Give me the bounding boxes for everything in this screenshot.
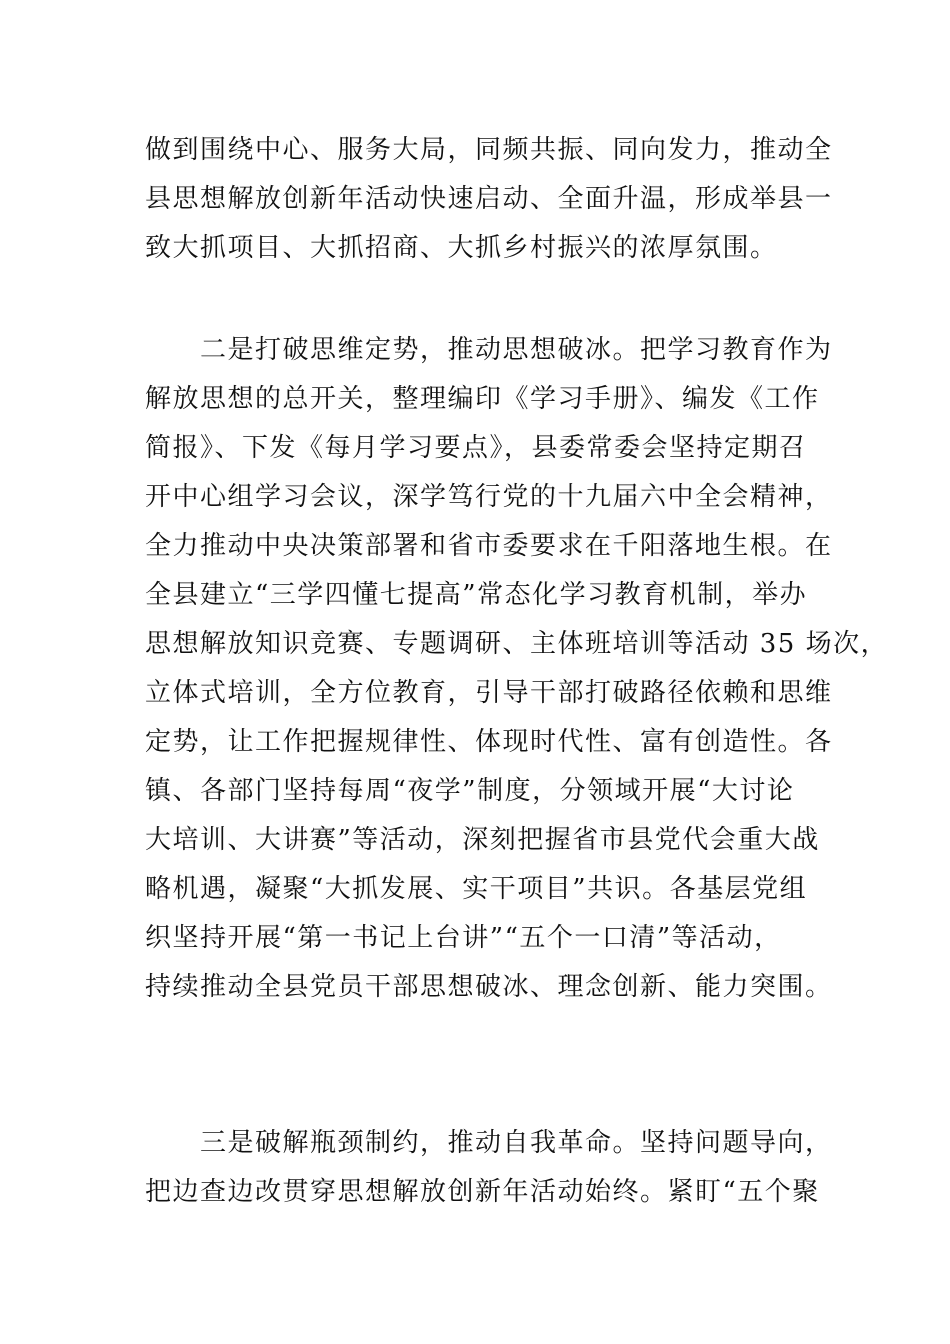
paragraph-line: 致大抓项目、大抓招商、大抓乡村振兴的浓厚氛围。 bbox=[145, 233, 778, 263]
paragraph-line: 定势，让工作把握规律性、体现时代性、富有创造性。各 bbox=[145, 727, 833, 757]
paragraph-line: 全力推动中央决策部署和省市委要求在千阳落地生根。在 bbox=[145, 531, 833, 561]
paragraph-line: 解放思想的总开关，整理编印《学习手册》、编发《工作 bbox=[145, 384, 820, 414]
paragraph-line: 全县建立“三学四懂七提高”常态化学习教育机制，举办 bbox=[145, 580, 808, 610]
paragraph-line: 开中心组学习会议，深学笃行党的十九届六中全会精神， bbox=[145, 482, 833, 512]
paragraph-line: 立体式培训，全方位教育，引导干部打破路径依赖和思维 bbox=[145, 678, 833, 708]
paragraph-line: 县思想解放创新年活动快速启动、全面升温，形成举县一 bbox=[145, 184, 833, 214]
paragraph-line: 二是打破思维定势，推动思想破冰。把学习教育作为 bbox=[200, 335, 833, 365]
paragraph-line: 思想解放知识竞赛、专题调研、主体班培训等活动 35 场次， bbox=[145, 629, 889, 659]
paragraph-line: 略机遇，凝聚“大抓发展、实干项目”共识。各基层党组 bbox=[145, 874, 808, 904]
paragraph-line: 做到围绕中心、服务大局，同频共振、同向发力，推动全 bbox=[145, 135, 833, 165]
paragraph-line: 大培训、大讲赛”等活动，深刻把握省市县党代会重大战 bbox=[145, 825, 820, 855]
paragraph-line: 简报》、下发《每月学习要点》，县委常委会坚持定期召 bbox=[145, 433, 807, 463]
paragraph-line: 织坚持开展“第一书记上台讲”“五个一口清”等活动， bbox=[145, 923, 782, 953]
paragraph-line: 三是破解瓶颈制约，推动自我革命。坚持问题导向， bbox=[200, 1128, 833, 1158]
paragraph-line: 持续推动全县党员干部思想破冰、理念创新、能力突围。 bbox=[145, 972, 833, 1002]
paragraph-line: 镇、各部门坚持每周“夜学”制度，分领域开展“大讨论 bbox=[145, 776, 795, 806]
paragraph-line: 把边查边改贯穿思想解放创新年活动始终。紧盯“五个聚 bbox=[145, 1177, 820, 1207]
